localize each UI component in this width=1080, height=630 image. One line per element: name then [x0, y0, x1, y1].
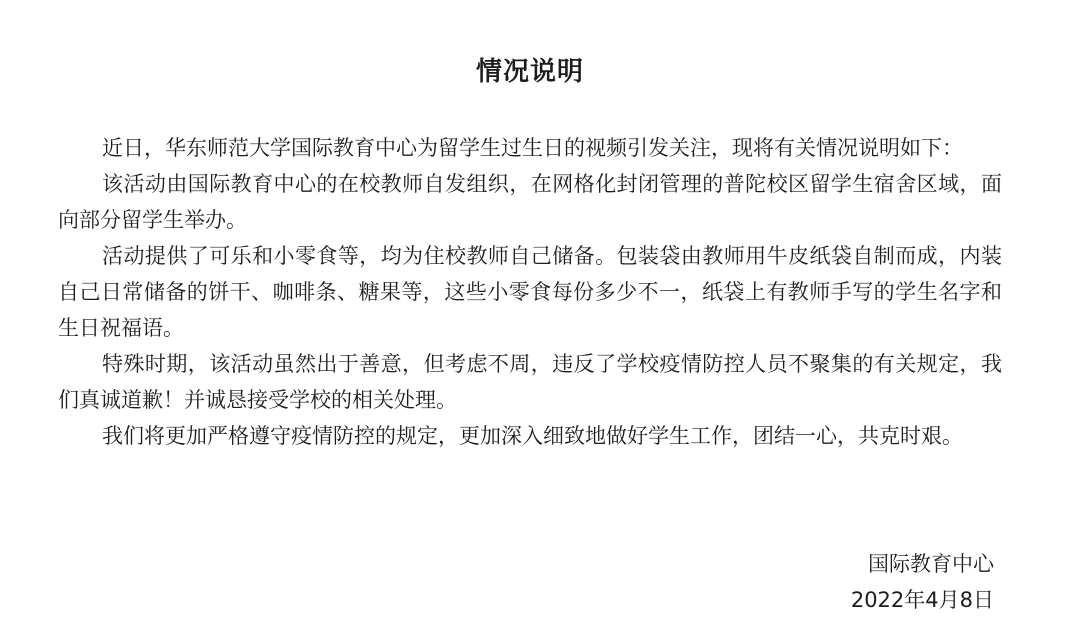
document-body: [58, 130, 1002, 454]
signature-date: 2022年4月8日: [850, 588, 994, 612]
paragraph-commitment: 我们将更加严格遵守疫情防控的规定，更加深入细致地做好学生工作，团结一心，共克时艰。: [102, 424, 963, 448]
signature-organization: 国际教育中心: [868, 552, 994, 576]
paragraph-apology: 特殊时期，该活动虽然出于善意，但考虑不周，违反了学校疫情防控人员不聚集的有关规定，我们真诚道歉！并诚恳接受学校的相关处理。: [58, 352, 1002, 412]
document-title: 情况说明: [475, 57, 584, 87]
paragraph-intro: 近日，华东师范大学国际教育中心为留学生过生日的视频引发关注，现将有关情况说明如下：: [102, 136, 963, 160]
paragraph-organization: 该活动由国际教育中心的在校教师自发组织，在网格化封闭管理的普陀校区留学生宿舍区域，面向部分留学生举办。: [58, 172, 1002, 232]
signature-block: [851, 546, 994, 618]
paragraph-details: 活动提供了可乐和小零食等，均为住校教师自己储备。包装袋由教师用牛皮纸袋自制而成，内装自己日常储备的饼干、咖啡条、糖果等，这些小零食每份多少不一，纸袋上有教师手写的学生名字和生日祝福语。: [58, 244, 1002, 340]
statement-document: [58, 0, 1002, 630]
